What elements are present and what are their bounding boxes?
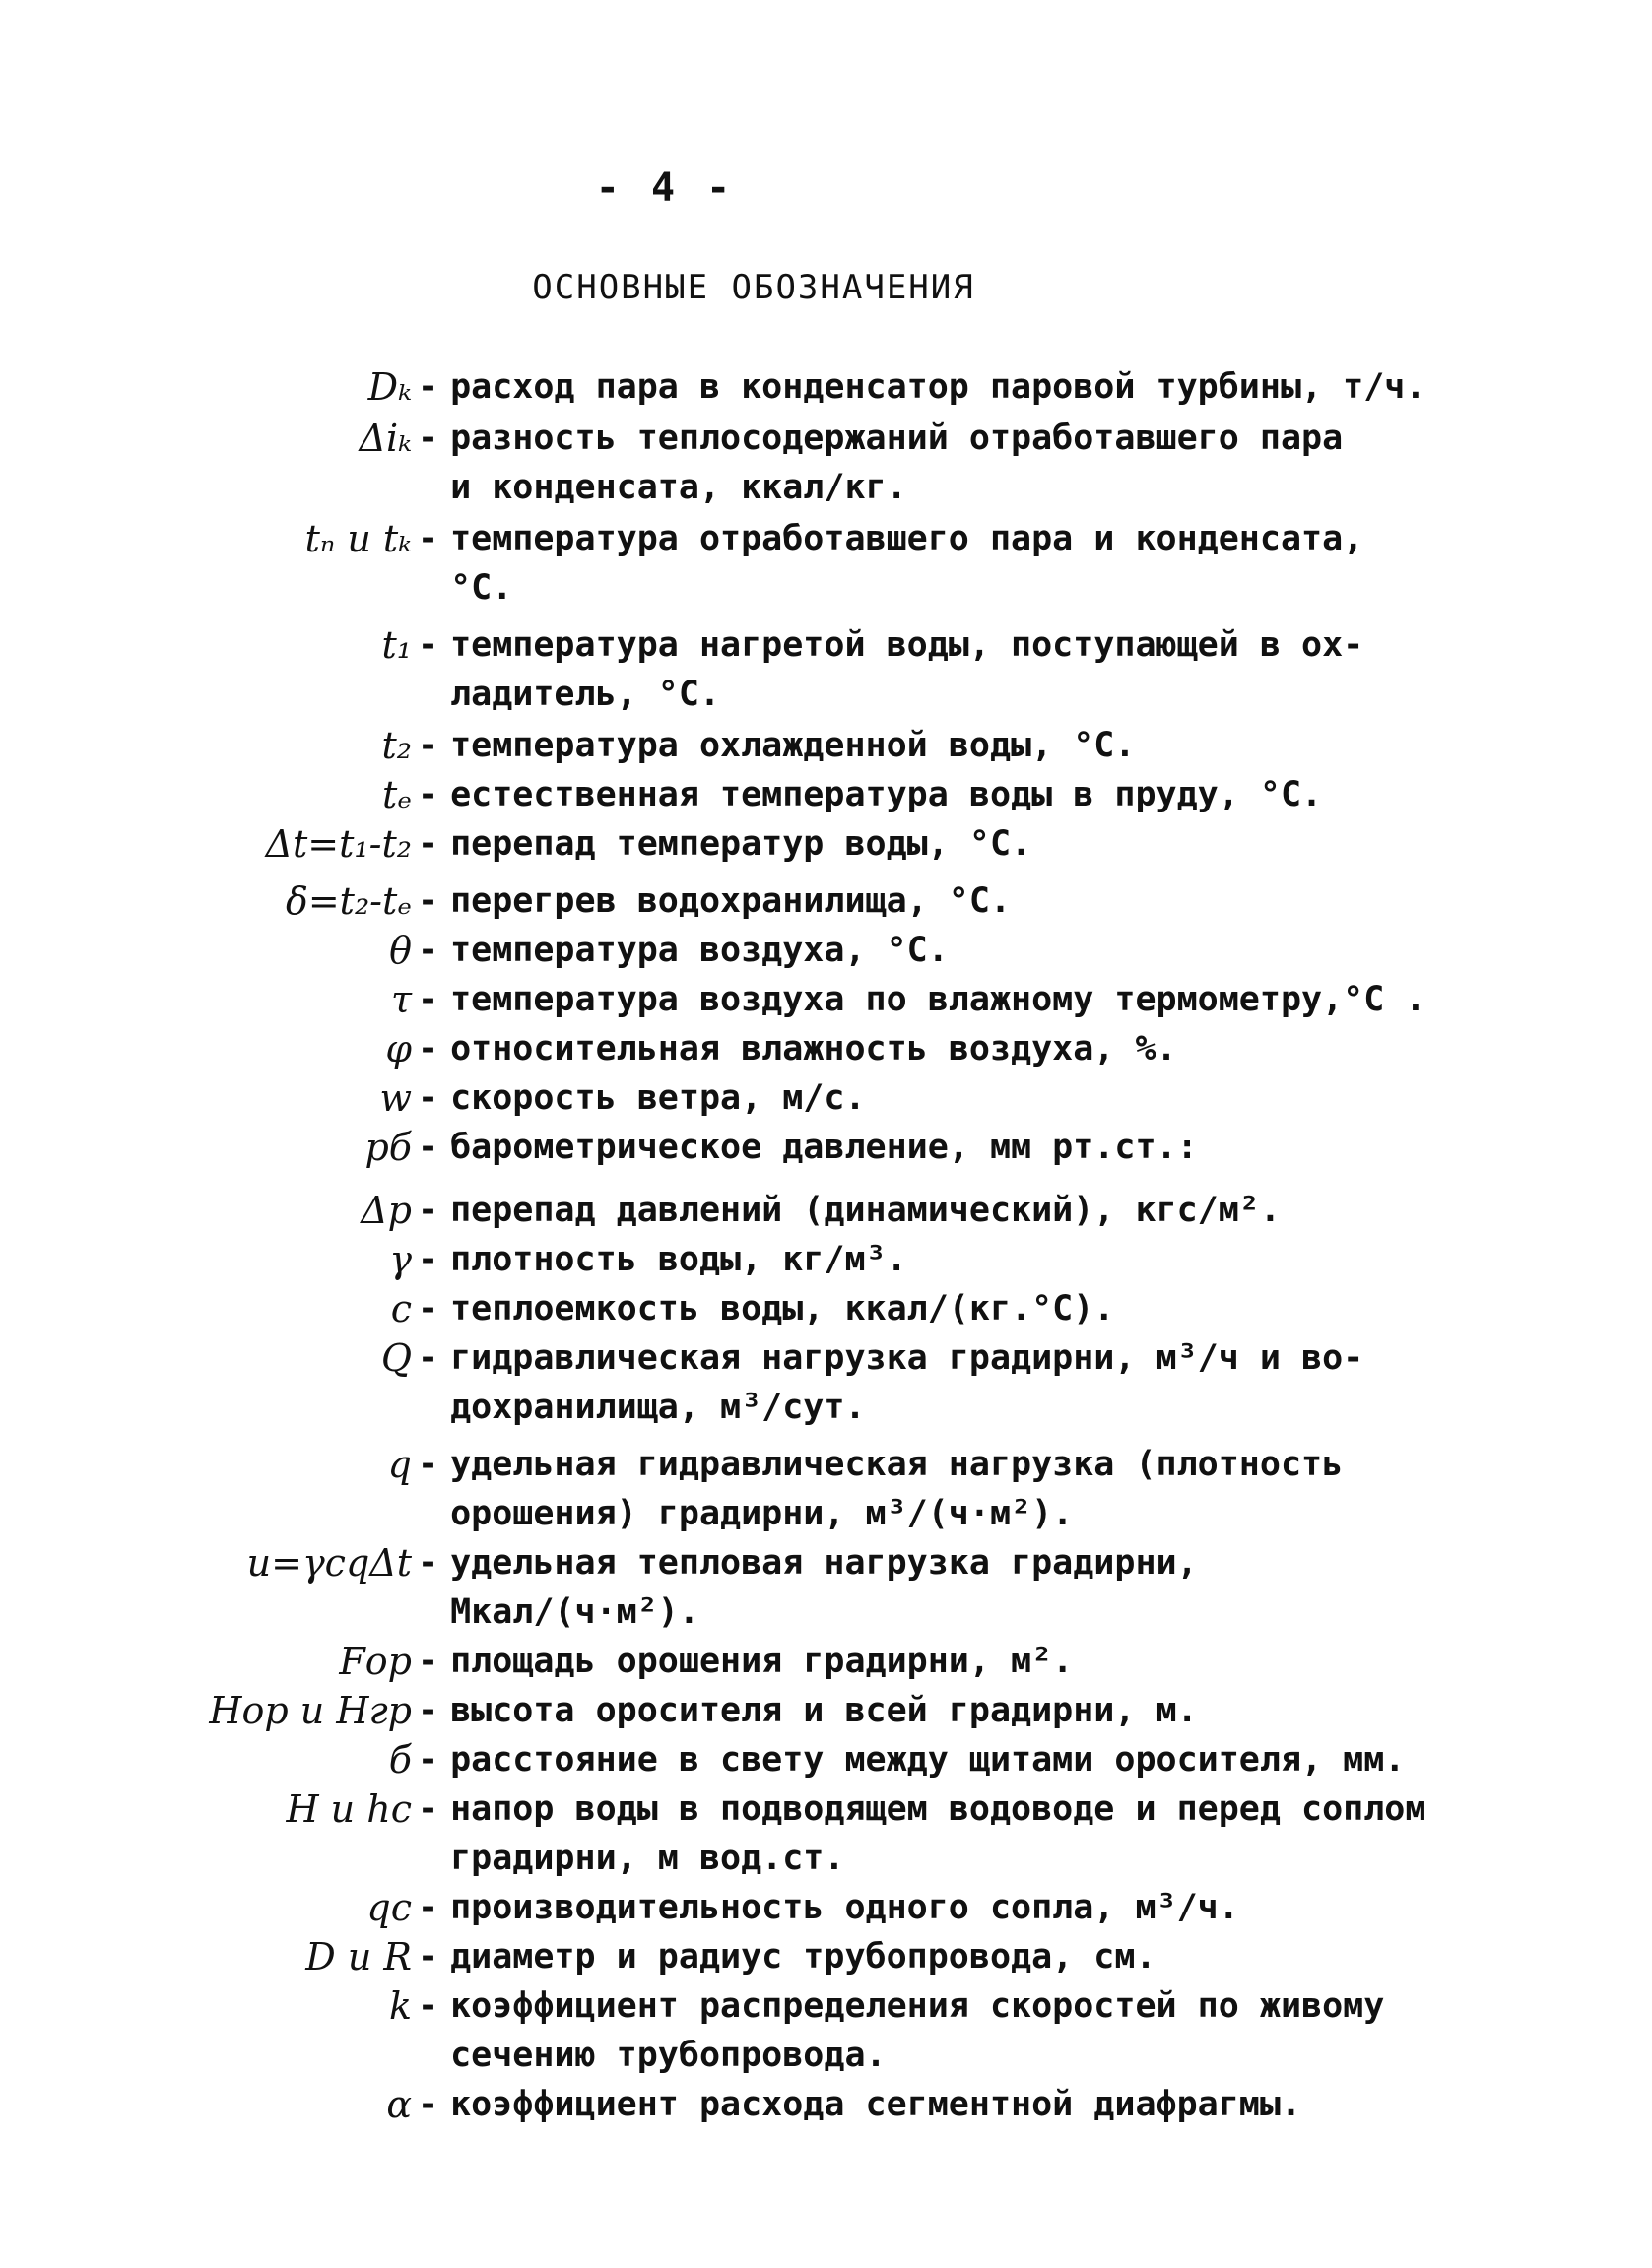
notation-description: температура воздуха, °С. <box>450 931 949 970</box>
notation-symbol: Δt=t₁-t₂ <box>265 822 412 866</box>
notation-description: разность теплосодержаний отработавшего пара и конденсата, ккал/кг. <box>450 419 1344 507</box>
notation-dash: - <box>418 1642 439 1681</box>
notation-description: температура нагретой воды, поступающей в ох- ладитель, °С. <box>450 625 1364 714</box>
notation-symbol: c <box>390 1287 412 1330</box>
notation-dash: - <box>418 726 439 765</box>
notation-dash: - <box>418 419 439 458</box>
notation-dash: - <box>418 625 439 665</box>
notation-symbol: w <box>379 1076 412 1120</box>
notation-entry <box>0 876 1652 926</box>
notation-entry <box>0 1932 1652 1981</box>
notation-entry <box>0 1538 1652 1637</box>
notation-dash: - <box>418 1029 439 1069</box>
notation-dash: - <box>418 1289 439 1328</box>
notation-dash: - <box>418 1543 439 1583</box>
notation-symbol: Hор и Hгр <box>209 1689 412 1732</box>
notation-description: расстояние в свету между щитами оросителя, мм. <box>450 1740 1406 1780</box>
notation-symbol: б <box>388 1738 412 1782</box>
notation-description: высота оросителя и всей градирни, м. <box>450 1691 1198 1730</box>
notation-entry <box>0 620 1652 719</box>
notation-entry <box>0 1073 1652 1123</box>
notation-symbol: t₁ <box>381 623 412 667</box>
notation-entry <box>0 1981 1652 2080</box>
notation-list <box>0 362 1652 2129</box>
notation-symbol: k <box>388 1984 412 2028</box>
notation-entry <box>0 926 1652 975</box>
page-number: - 4 - <box>595 165 735 211</box>
notation-description: коэффициент распределения скоростей по живому сечению трубопровода. <box>450 1986 1385 2075</box>
notation-description: площадь орошения градирни, м². <box>450 1642 1074 1681</box>
page-title: ОСНОВНЫЕ ОБОЗНАЧЕНИЯ <box>532 268 975 307</box>
notation-dash: - <box>418 881 439 921</box>
notation-entry <box>0 975 1652 1024</box>
notation-symbol: γ <box>389 1238 412 1281</box>
notation-dash: - <box>418 931 439 970</box>
notation-description: температура отработавшего пара и конденсата, °С. <box>450 519 1364 608</box>
notation-symbol: φ <box>385 1027 412 1070</box>
notation-description: барометрическое давление, мм рт.ст.: <box>450 1128 1198 1167</box>
notation-description: гидравлическая нагрузка градирни, м³/ч и во- дохранилища, м³/сут. <box>450 1338 1364 1427</box>
notation-description: напор воды в подводящем водоводе и перед соплом градирни, м вод.ст. <box>450 1789 1426 1878</box>
notation-description: перепад давлений (динамический), кгс/м². <box>450 1191 1281 1230</box>
notation-entry <box>0 1784 1652 1883</box>
notation-description: перегрев водохранилища, °С. <box>450 881 1012 921</box>
notation-dash: - <box>418 775 439 814</box>
notation-entry <box>0 362 1652 412</box>
notation-dash: - <box>418 1191 439 1230</box>
notation-dash: - <box>418 519 439 558</box>
notation-entry <box>0 1235 1652 1284</box>
notation-entry <box>0 819 1652 869</box>
notation-description: температура воздуха по влажному термометру,°С . <box>450 980 1426 1019</box>
notation-dash: - <box>418 1445 439 1484</box>
notation-dash: - <box>418 1691 439 1730</box>
notation-description: удельная гидравлическая нагрузка (плотность орошения) градирни, м³/(ч·м²). <box>450 1445 1344 1533</box>
notation-dash: - <box>418 1937 439 1976</box>
notation-description: естественная температура воды в пруду, °С. <box>450 775 1323 814</box>
notation-symbol: Fор <box>339 1640 412 1683</box>
notation-entry <box>0 1024 1652 1073</box>
notation-symbol: tₙ и tₖ <box>304 517 412 560</box>
notation-dash: - <box>418 1240 439 1279</box>
notation-entry <box>0 514 1652 613</box>
notation-description: перепад температур воды, °С. <box>450 824 1032 864</box>
notation-symbol: δ=t₂-tₑ <box>285 879 412 923</box>
notation-entry <box>0 721 1652 770</box>
notation-description: плотность воды, кг/м³. <box>450 1240 907 1279</box>
notation-entry <box>0 1333 1652 1432</box>
notation-entry <box>0 770 1652 819</box>
notation-symbol: pб <box>364 1126 412 1169</box>
notation-dash: - <box>418 2085 439 2124</box>
notation-symbol: D и R <box>305 1935 412 1978</box>
notation-dash: - <box>418 1078 439 1118</box>
notation-description: температура охлажденной воды, °С. <box>450 726 1136 765</box>
notation-entry <box>0 2080 1652 2129</box>
notation-description: расход пара в конденсатор паровой турбины, т/ч. <box>450 367 1426 407</box>
notation-entry <box>0 1284 1652 1333</box>
notation-dash: - <box>418 367 439 407</box>
notation-entry <box>0 1686 1652 1735</box>
notation-symbol: Δiₖ <box>359 417 412 460</box>
notation-entry <box>0 1186 1652 1235</box>
notation-dash: - <box>418 1740 439 1780</box>
notation-dash: - <box>418 1338 439 1378</box>
notation-dash: - <box>418 980 439 1019</box>
notation-dash: - <box>418 824 439 864</box>
notation-entry <box>0 1637 1652 1686</box>
notation-description: производительность одного сопла, м³/ч. <box>450 1888 1239 1927</box>
notation-symbol: τ <box>390 978 412 1021</box>
notation-symbol: tₑ <box>382 773 412 816</box>
notation-description: теплоемкость воды, ккал/(кг.°С). <box>450 1289 1115 1328</box>
notation-dash: - <box>418 1986 439 2026</box>
notation-symbol: Dₖ <box>367 365 412 409</box>
notation-symbol: θ <box>389 929 412 972</box>
notation-entry <box>0 414 1652 512</box>
notation-dash: - <box>418 1888 439 1927</box>
notation-symbol: Δp <box>361 1189 412 1232</box>
notation-description: скорость ветра, м/с. <box>450 1078 866 1118</box>
notation-symbol: q <box>387 1443 412 1486</box>
notation-symbol: qс <box>366 1886 412 1929</box>
notation-description: диаметр и радиус трубопровода, см. <box>450 1937 1156 1976</box>
notation-entry <box>0 1440 1652 1538</box>
notation-description: относительная влажность воздуха, %. <box>450 1029 1177 1069</box>
notation-symbol: u=γcqΔt <box>246 1541 412 1585</box>
notation-symbol: Q <box>380 1336 412 1380</box>
notation-description: удельная тепловая нагрузка градирни, Мкал/(ч·м²). <box>450 1543 1198 1632</box>
notation-entry <box>0 1883 1652 1932</box>
notation-entry <box>0 1123 1652 1172</box>
notation-description: коэффициент расхода сегментной диафрагмы. <box>450 2085 1302 2124</box>
notation-symbol: t₂ <box>381 724 412 767</box>
notation-dash: - <box>418 1128 439 1167</box>
notation-symbol: H и hс <box>286 1787 412 1831</box>
notation-dash: - <box>418 1789 439 1829</box>
notation-symbol: α <box>386 2083 412 2126</box>
notation-entry <box>0 1735 1652 1784</box>
